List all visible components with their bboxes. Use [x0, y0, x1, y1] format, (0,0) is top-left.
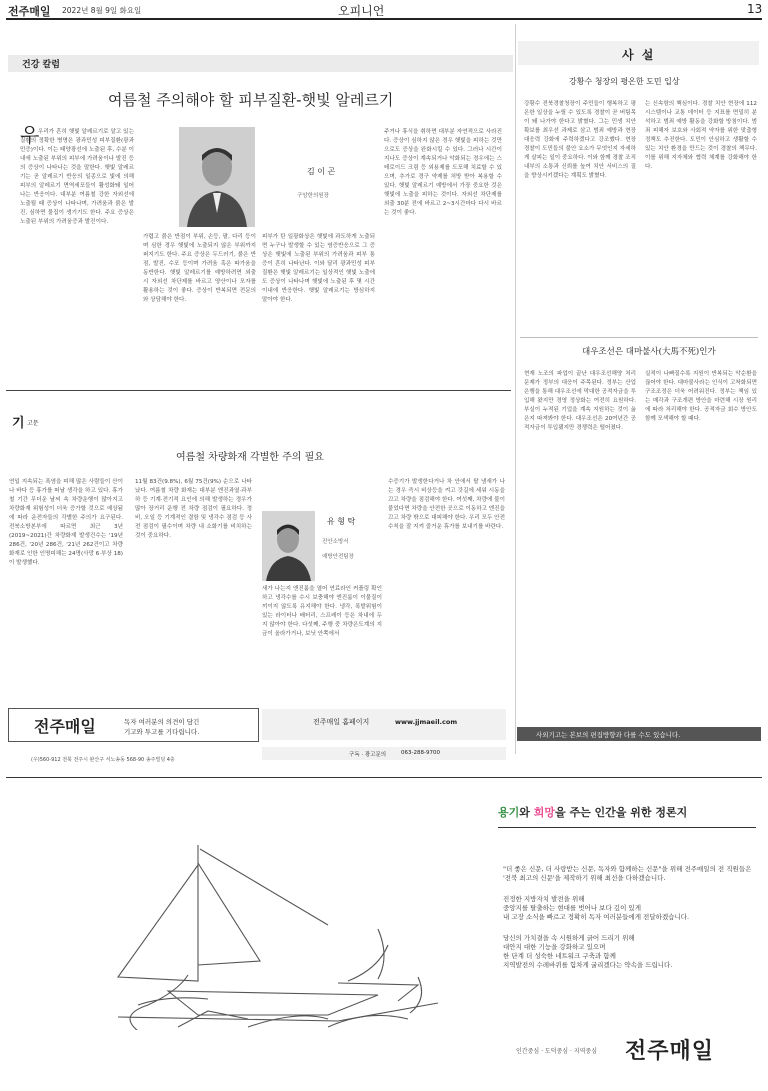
promo-headline-rule	[498, 827, 756, 828]
homepage-label: 전주매일 홈페이지	[313, 718, 370, 726]
promo-headline	[498, 804, 687, 820]
author-role: 구암한의원장	[297, 193, 329, 199]
masthead-logo: 전주매일	[8, 5, 51, 18]
kicker-band	[8, 55, 513, 72]
contribution-kicker: 기	[12, 416, 25, 431]
health-col-1: 우리가 흔히 햇빛 알레르기로 알고 있는 질환의 정확한 병명은 광과민성 피부질환(광과민증)이다. 이는 태양광선에 노출된 후, 수분 이내에 노출된 부위의 피부에 가려움이나 발진 등의 증상이 나타나는 것을 말한다. 햇빛 알레르기는 곧 알레르기 반응의 일종으로 빛에 의해 피부의 알레르기 면역세포들이 활성화돼 일어나는 반응이다. 대부분 여름철 강한 자외선에 노출될 때 증상이 나타나며, 가려움과 붉은 발진, 심하면 물집이 생기기도 한다. 주요 증상은 노출된 부위의 가려움증과 발진이다.	[20, 129, 134, 225]
author-photo	[179, 127, 255, 227]
editorial-2-col-a: 현재 노조의 파업이 끝난 대우조선해양 처리 문제가 정부의 대응이 주목된다. 정부는 산업은행을 통해 대우조선에 막대한 공적자금을 투입해 왔지만 경영 정상화는 여전히 요원하다. 부실이 누적된 기업을 계속 지원하는 것이 옳은지 따져봐야 한다. 대우조선은 20여년간 공적자금이 투입됐지만 경쟁력은 떨어졌다.	[524, 371, 636, 431]
promo-slogan: 인간중심 · 도덕중심 · 지역중심	[516, 1048, 597, 1055]
sailboat-illustration	[78, 805, 498, 1030]
editorial-title-2: 대우조선은 대마불사(大馬不死)인가	[582, 347, 716, 357]
health-col-2: 가렵고 붉은 반점이 부위, 손등, 팔, 다리 등이며 심한 경우 햇빛에 노출되지 않은 부위까지 퍼지기도 한다. 주요 증상은 두드러기, 붉은 반점, 발진, 수포 등이며 가려움 혹은 따가움을 동반한다. 햇빛 알레르기를 예방하려면 외출 시 자외선 차단제를 바르고 양산이나 모자를 활용하는 것이 좋다. 증상이 반복되면 전문의와 상담해야 한다.	[143, 234, 256, 303]
contributor-name: 유 형 탁	[327, 517, 356, 526]
promo-logo: 전주매일	[625, 1038, 715, 1064]
editorial-1-col-b: 는 신속함의 핵심이다. 경찰 치안 현장에 112시스템이나 교통 데이터 등 지표를 면밀히 분석하고 범죄 예방 활동을 강화할 방침이다. 범죄 피해자 보호와 사회적 약자를 위한 맞춤형 정책도 추진한다. 도민이 안심하고 생활할 수 있는 치안 환경을 만드는 것이 경찰의 책무다. 이를 위해 지자체와 협력 체계를 강화해야 한다.	[645, 101, 757, 170]
editorial-divider	[515, 24, 516, 754]
promo-line-7: 대안지 대한 기능을 강화하고 있으며	[503, 943, 606, 951]
contribution-kicker-sub: 고문	[27, 420, 39, 427]
health-col-3: 피부가 탄 일광화상은 햇빛에 과도하게 노출되면 누구나 발생할 수 있는 염증반응으로 그 증상은 햇빛에 노출된 부위의 가려움과 피부 통증이 흔히 나타난다. 이와 달리 광과민성 피부질환은 햇빛 알레르기는 일상적인 햇빛 노출에도 증상이 나타나며 햇빛에 노출된 후 몇 시간 이내에 반응한다. 햇빛 알레르기는 방심하지 말아야 한다.	[262, 234, 375, 303]
section-title: 오피니언	[338, 4, 385, 18]
promo-word-courage: 용기	[498, 806, 520, 819]
contribution-title: 여름철 차량화재 각별한 주의 필요	[176, 452, 324, 463]
promo-line-3: 진정한 지방자치 발전을 위해	[503, 895, 585, 903]
opinion-notice: 사외기고는 본보의 편집방향과 다를 수도 있습니다.	[536, 731, 681, 739]
contributor-role-2: 예방안전팀장	[322, 554, 354, 560]
promo-line-8: 한 단계 더 성숙한 네트워크 구축과 함께	[503, 952, 616, 960]
promo-line-4: 중앙지를 탈출하는 현대를 벗어나 보다 깊이 있게	[503, 904, 641, 912]
editorial-heading: 사 설	[622, 48, 656, 62]
promo-word-hope: 희망	[533, 806, 555, 819]
editorial-title-1: 강황수 청장의 평온한 도민 입상	[569, 77, 680, 86]
contribution-col-1: 연일 지속되는 폭염을 피해 많은 사람들이 산이나 바다 등 휴가를 떠날 생각을 하고 있다. 휴가철 기간 무더운 날씨 속 차량운행이 많아지고 차량화재 위험성이 더욱 증가할 것으로 예상됨에 따라 운전자들의 각별한 주의가 요구된다. 전북소방본부에 따르면 최근 3년(2019~2021)간 차량화재 발생건수는 '19년 286건, '20년 286건, '21년 262건이고 차량화재로 인한 인명피해는 24명(사망 6·부상 18)이 발생했다.	[9, 479, 123, 566]
health-col-4: 주거나 휴식을 취하면 대부분 자연적으로 사라진다. 증상이 심하지 않은 경우 햇빛을 피하는 것만으로도 증상을 완화시킬 수 있다. 그러나 시간이 지나도 증상이 계속되거나 악화되는 경우에는 스테로이드 크림 등 외용제를 도포해 치료할 수 있으며, 추가로 경구 약제를 처방 받아 복용할 수 있다. 햇빛 알레르기 예방에서 가장 중요한 것은 햇빛에 노출을 피하는 것이다. 자외선 차단제를 외출 30분 전에 바르고 2~3시간마다 다시 바르는 것이 좋다.	[384, 129, 502, 216]
health-column-title: 여름철 주의해야 할 피부질환-햇빛 알레르기	[108, 91, 394, 109]
submission-ad-line1: 독자 여러분의 의견이 담긴	[124, 718, 200, 726]
homepage-band	[262, 709, 506, 740]
promo-headline-rest: 을 주는 인간을 위한 정론지	[555, 806, 688, 819]
editorial-rule	[520, 337, 758, 338]
contribution-col-2: 11월 83건(9.8%), 6월 75건(9%) 순으로 나타났다. 여름철 차량 화재는 대부분 엔진과열·과부하 등 기계·전기적 요인에 의해 발생하는 경우가 많아 장거리 운행 전 차량 점검이 필요하다. 정비, 오일 등 기계적인 결함 및 냉각수 점검 등 사전 점검이 필수이며 차량 내 소화기를 비치하는 것이 중요하다.	[135, 479, 252, 539]
contributor-photo	[262, 511, 315, 581]
office-address: (우)560-912 전북 전주시 완산구 서노송동 568-90 송주빌딩 4층	[31, 757, 175, 763]
health-kicker: 건강 칼럼	[22, 60, 60, 70]
promo-line-2: '전북 최고의 신문'을 제작하기 위해 최선을 다하겠습니다.	[503, 874, 666, 882]
promo-headline-mid: 와	[519, 806, 534, 819]
section-rule	[6, 390, 511, 391]
promo-line-1: "더 좋은 신문, 더 사랑받는 신문, 독자와 함께하는 신문"을 위해 전주매일의 전 직원들은	[503, 865, 752, 873]
submission-ad-line2: 기고와 투고를 기다립니다.	[124, 728, 200, 736]
phone-label: 구독 · 광고문의	[349, 752, 387, 758]
promo-line-5: 내 고장 소식을 빠르고 정확히 독자 여러분들에게 전달하겠습니다.	[503, 913, 690, 921]
contribution-col-3: 새가 나는지 엔진룸을 열어 연료라인 커플링 확인하고 냉각수를 수시 보충해야 엔진룸이 이물질이 끼이지 않도록 유지해야 한다. 냉각, 폭발위험이 있는 라이터나 배터리, 스프레이 등은 차내에 두지 않아야 한다. 다섯째, 주행 중 차량은도계의 지금이 올라가거나, 보닛 안쪽에서	[262, 586, 382, 637]
editorial-2-col-b: 실적이 나빠질수록 지원이 반복되는 악순환을 끊어야 한다. 대마불사라는 인식이 고착화되면 구조조정은 더욱 어려워진다. 정부는 책임 있는 매각과 구조개편 방안을 마련해 시장 원리에 따라 처리해야 한다. 공적자금 회수 방안도 함께 모색해야 할 때다.	[645, 371, 757, 422]
page-number: 13	[747, 2, 763, 16]
issue-date: 2022년 8월 9일 화요일	[62, 6, 142, 15]
homepage-url[interactable]: www.jjmaeil.com	[395, 718, 458, 726]
contribution-col-4: 수증기가 발생한다거나 차 안에서 탈 냄새가 나는 경우 즉시 비상등을 켜고 갓길에 세워 시동을 끄고 차량을 점검해야 한다. 여섯째, 차량에 불이 붙었다면 차량을 안전한 곳으로 이동하고 엔진을 끄고 차량 밖으로 대피해야 한다. 우리 모두 안전수칙을 잘 지켜 즐거운 휴가를 보내기를 바란다.	[388, 479, 505, 530]
promo-border-top	[6, 777, 762, 778]
promo-line-6: 당신의 가치곁을 속 시원하게 긁어 드리기 위해	[503, 934, 635, 942]
phone-number: 063-288-9700	[401, 750, 440, 756]
submission-ad-logo: 전주매일	[34, 717, 96, 736]
header-rule	[6, 18, 762, 20]
author-name: 김 이 곤	[307, 167, 336, 176]
promo-text	[503, 865, 761, 970]
editorial-1-col-a: 강황수 전북경찰청장이 주민들이 행복하고 평온한 일상을 누릴 수 있도록 경찰이 곧 버팀목이 돼 나가야 한다고 밝혔다. 그는 민생 치안 확보를 최우선 과제로 삼고 범죄 예방과 현장 대응력 강화에 주력하겠다고 강조했다. 현장 경찰이 도민들의 불안 요소가 무엇인지 자세하게 살피는 일이 중요하다. 이와 함께 경찰 조직 내부의 소통과 신뢰를 높여 치안 서비스의 질을 향상시키겠다는 계획도 밝혔다.	[524, 101, 636, 179]
promo-line-9: 지역발전의 수레바퀴를 힘차게 굴리겠다는 약속을 드립니다.	[503, 961, 673, 969]
contributor-role-1: 진안소방서	[322, 539, 349, 545]
drop-cap: 우	[20, 123, 40, 147]
